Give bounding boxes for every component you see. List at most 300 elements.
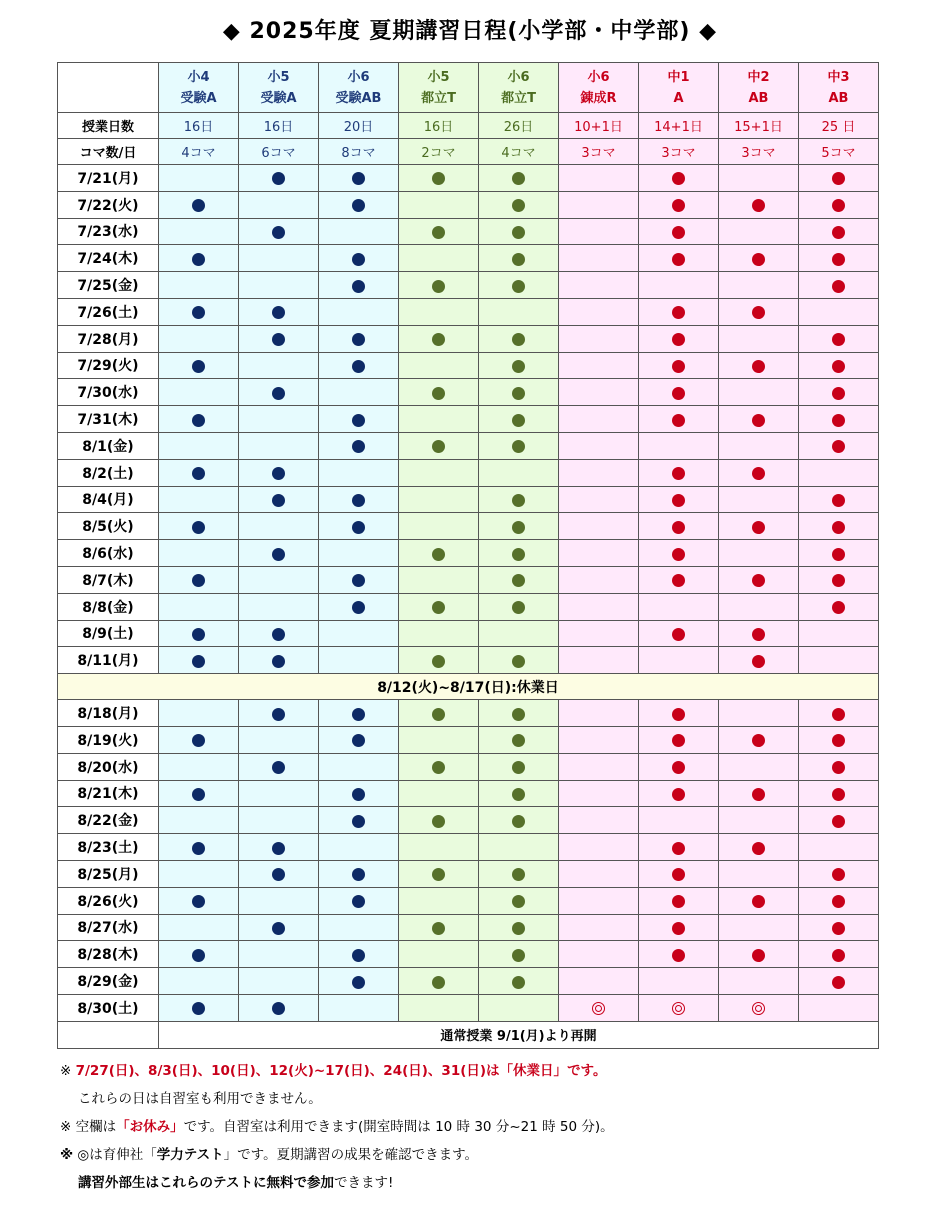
schedule-cell xyxy=(479,914,559,941)
schedule-cell xyxy=(319,593,399,620)
class-day-dot-icon xyxy=(512,708,525,721)
schedule-cell xyxy=(719,887,799,914)
info-value: 4コマ xyxy=(181,146,216,161)
column-grade: 小4 xyxy=(187,69,210,85)
class-day-dot-icon xyxy=(192,1002,205,1015)
schedule-cell xyxy=(799,406,879,433)
schedule-cell xyxy=(399,726,479,753)
schedule-row xyxy=(58,379,879,406)
class-day-dot-icon xyxy=(352,521,365,534)
column-header xyxy=(239,63,319,113)
schedule-cell xyxy=(319,352,399,379)
note-4-bold: 講習外部生はこれらのテストに無料で参加 xyxy=(78,1175,334,1191)
info-value: 5コマ xyxy=(821,146,856,161)
schedule-cell xyxy=(399,807,479,834)
class-day-dot-icon xyxy=(832,574,845,587)
schedule-cell xyxy=(479,379,559,406)
schedule-cell xyxy=(239,513,319,540)
class-day-dot-icon xyxy=(752,655,765,668)
schedule-row xyxy=(58,914,879,941)
schedule-cell xyxy=(639,620,719,647)
schedule-row xyxy=(58,726,879,753)
schedule-cell xyxy=(159,914,239,941)
date-cell xyxy=(58,218,159,245)
date-cell xyxy=(58,968,159,995)
schedule-cell xyxy=(559,513,639,540)
date-text: 8/9(土) xyxy=(82,626,134,643)
info-cell xyxy=(799,139,879,165)
schedule-cell xyxy=(559,968,639,995)
schedule-cell xyxy=(719,780,799,807)
date-cell xyxy=(58,432,159,459)
info-cell xyxy=(239,113,319,139)
class-day-dot-icon xyxy=(672,387,685,400)
schedule-cell xyxy=(799,647,879,674)
class-day-dot-icon xyxy=(672,628,685,641)
class-day-dot-icon xyxy=(192,574,205,587)
info-value: 16日 xyxy=(423,120,454,135)
schedule-cell xyxy=(719,298,799,325)
class-day-dot-icon xyxy=(672,949,685,962)
schedule-cell xyxy=(719,379,799,406)
class-day-dot-icon xyxy=(672,333,685,346)
info-value: 14+1日 xyxy=(654,120,703,135)
schedule-row xyxy=(58,593,879,620)
class-day-dot-icon xyxy=(752,199,765,212)
date-cell xyxy=(58,700,159,727)
schedule-cell xyxy=(319,753,399,780)
class-day-dot-icon xyxy=(192,949,205,962)
schedule-cell xyxy=(799,379,879,406)
schedule-cell xyxy=(319,298,399,325)
schedule-cell xyxy=(479,834,559,861)
date-text: 8/6(水) xyxy=(82,546,134,563)
class-day-dot-icon xyxy=(352,494,365,507)
schedule-cell xyxy=(239,406,319,433)
date-cell xyxy=(58,459,159,486)
class-day-dot-icon xyxy=(512,788,525,801)
schedule-cell xyxy=(639,459,719,486)
schedule-cell xyxy=(239,780,319,807)
schedule-cell xyxy=(239,994,319,1021)
class-day-dot-icon xyxy=(352,414,365,427)
schedule-cell xyxy=(479,245,559,272)
schedule-cell xyxy=(319,245,399,272)
info-value: 3コマ xyxy=(581,146,616,161)
class-day-dot-icon xyxy=(432,226,445,239)
class-day-dot-icon xyxy=(832,440,845,453)
class-day-dot-icon xyxy=(352,199,365,212)
class-day-dot-icon xyxy=(672,788,685,801)
schedule-cell xyxy=(799,914,879,941)
schedule-cell xyxy=(159,807,239,834)
class-day-dot-icon xyxy=(352,172,365,185)
class-day-dot-icon xyxy=(512,387,525,400)
date-text: 8/11(月) xyxy=(77,653,139,670)
class-day-dot-icon xyxy=(432,655,445,668)
test-double-circle-icon xyxy=(592,1002,605,1015)
schedule-cell xyxy=(719,753,799,780)
date-text: 8/1(金) xyxy=(82,438,134,455)
schedule-cell xyxy=(559,379,639,406)
info-value: 6コマ xyxy=(261,146,296,161)
resume-cell xyxy=(159,1021,879,1048)
schedule-row xyxy=(58,620,879,647)
schedule-cell xyxy=(559,700,639,727)
schedule-cell xyxy=(559,218,639,245)
row-label xyxy=(58,139,159,165)
info-cell xyxy=(559,113,639,139)
schedule-cell xyxy=(639,994,719,1021)
schedule-cell xyxy=(319,647,399,674)
column-course: AB xyxy=(828,90,849,106)
column-header xyxy=(639,63,719,113)
schedule-cell xyxy=(159,700,239,727)
header-row xyxy=(58,63,879,113)
class-day-dot-icon xyxy=(752,842,765,855)
column-header xyxy=(479,63,559,113)
schedule-cell xyxy=(479,406,559,433)
class-day-dot-icon xyxy=(272,494,285,507)
class-day-dot-icon xyxy=(512,253,525,266)
schedule-cell xyxy=(479,700,559,727)
schedule-row xyxy=(58,191,879,218)
schedule-cell xyxy=(399,191,479,218)
info-cell xyxy=(719,113,799,139)
schedule-cell xyxy=(719,486,799,513)
class-day-dot-icon xyxy=(832,548,845,561)
schedule-cell xyxy=(719,165,799,192)
class-day-dot-icon xyxy=(272,333,285,346)
class-day-dot-icon xyxy=(832,601,845,614)
schedule-cell xyxy=(479,994,559,1021)
schedule-cell xyxy=(239,807,319,834)
class-day-dot-icon xyxy=(752,253,765,266)
schedule-cell xyxy=(719,994,799,1021)
info-cell xyxy=(719,139,799,165)
schedule-cell xyxy=(159,620,239,647)
schedule-cell xyxy=(559,834,639,861)
note-3-bold: 学力テスト xyxy=(156,1147,224,1163)
class-day-dot-icon xyxy=(272,922,285,935)
info-value: 26日 xyxy=(503,120,534,135)
class-day-dot-icon xyxy=(352,895,365,908)
column-course: AB xyxy=(748,90,769,106)
schedule-cell xyxy=(799,513,879,540)
column-course: A xyxy=(673,90,684,106)
schedule-cell xyxy=(559,191,639,218)
column-course: 都立T xyxy=(421,90,456,106)
date-cell xyxy=(58,566,159,593)
class-day-dot-icon xyxy=(512,280,525,293)
schedule-cell xyxy=(559,406,639,433)
schedule-cell xyxy=(799,566,879,593)
column-grade: 小5 xyxy=(267,69,290,85)
class-day-dot-icon xyxy=(432,868,445,881)
schedule-cell xyxy=(159,968,239,995)
info-cell xyxy=(479,113,559,139)
schedule-cell xyxy=(239,700,319,727)
schedule-cell xyxy=(319,887,399,914)
schedule-cell xyxy=(239,298,319,325)
schedule-cell xyxy=(799,753,879,780)
date-cell xyxy=(58,941,159,968)
schedule-cell xyxy=(559,941,639,968)
schedule-cell xyxy=(719,191,799,218)
schedule-cell xyxy=(719,941,799,968)
schedule-cell xyxy=(479,165,559,192)
schedule-cell xyxy=(239,566,319,593)
date-cell xyxy=(58,406,159,433)
note-mark: ※ xyxy=(60,1147,74,1163)
date-text: 7/24(木) xyxy=(77,251,139,268)
schedule-cell xyxy=(639,834,719,861)
schedule-cell xyxy=(799,352,879,379)
schedule-cell xyxy=(159,245,239,272)
schedule-cell xyxy=(319,165,399,192)
info-value: 20日 xyxy=(343,120,374,135)
schedule-cell xyxy=(159,994,239,1021)
schedule-cell xyxy=(559,245,639,272)
class-day-dot-icon xyxy=(432,815,445,828)
schedule-cell xyxy=(719,834,799,861)
schedule-cell xyxy=(399,914,479,941)
schedule-cell xyxy=(559,620,639,647)
date-cell xyxy=(58,620,159,647)
schedule-cell xyxy=(799,620,879,647)
schedule-cell xyxy=(479,593,559,620)
class-day-dot-icon xyxy=(432,280,445,293)
class-day-dot-icon xyxy=(752,574,765,587)
info-value: 25 日 xyxy=(821,120,856,135)
schedule-cell xyxy=(799,968,879,995)
schedule-cell xyxy=(719,513,799,540)
schedule-cell xyxy=(159,860,239,887)
row-label-text: コマ数/日 xyxy=(79,146,137,161)
schedule-cell xyxy=(239,245,319,272)
note-mark: ※ xyxy=(60,1063,72,1079)
schedule-cell xyxy=(319,914,399,941)
class-day-dot-icon xyxy=(432,172,445,185)
class-day-dot-icon xyxy=(512,895,525,908)
schedule-cell xyxy=(239,272,319,299)
schedule-cell xyxy=(159,218,239,245)
class-day-dot-icon xyxy=(352,574,365,587)
schedule-row xyxy=(58,968,879,995)
class-day-dot-icon xyxy=(272,226,285,239)
schedule-row xyxy=(58,325,879,352)
class-day-dot-icon xyxy=(672,226,685,239)
schedule-cell xyxy=(639,513,719,540)
schedule-cell xyxy=(799,486,879,513)
note-1-holidays: 7/27(日)、8/3(日)、10(日)、12(火)~17(日)、24(日)、31(日)は「休業日」 xyxy=(75,1063,568,1079)
schedule-cell xyxy=(559,780,639,807)
info-cell xyxy=(319,139,399,165)
column-grade: 中3 xyxy=(827,69,850,85)
info-value: 4コマ xyxy=(501,146,536,161)
schedule-row xyxy=(58,298,879,325)
class-day-dot-icon xyxy=(832,761,845,774)
class-day-dot-icon xyxy=(512,333,525,346)
schedule-cell xyxy=(239,459,319,486)
schedule-cell xyxy=(239,620,319,647)
column-header xyxy=(399,63,479,113)
schedule-cell xyxy=(719,620,799,647)
schedule-cell xyxy=(639,968,719,995)
schedule-cell xyxy=(479,272,559,299)
class-day-dot-icon xyxy=(752,788,765,801)
date-text: 8/4(月) xyxy=(82,492,134,509)
class-day-dot-icon xyxy=(352,788,365,801)
date-text: 8/5(火) xyxy=(82,519,134,536)
schedule-cell xyxy=(719,459,799,486)
class-day-dot-icon xyxy=(272,761,285,774)
schedule-cell xyxy=(799,459,879,486)
schedule-cell xyxy=(639,860,719,887)
class-day-dot-icon xyxy=(352,360,365,373)
class-day-dot-icon xyxy=(752,360,765,373)
note-1-tail: です。 xyxy=(567,1063,607,1079)
schedule-cell xyxy=(159,566,239,593)
class-day-dot-icon xyxy=(272,868,285,881)
schedule-cell xyxy=(639,432,719,459)
class-day-dot-icon xyxy=(192,199,205,212)
schedule-cell xyxy=(239,860,319,887)
schedule-cell xyxy=(479,647,559,674)
class-day-dot-icon xyxy=(832,734,845,747)
schedule-cell xyxy=(479,726,559,753)
class-day-dot-icon xyxy=(752,414,765,427)
date-text: 8/19(火) xyxy=(77,732,139,749)
class-day-dot-icon xyxy=(672,467,685,480)
class-day-dot-icon xyxy=(272,306,285,319)
class-day-dot-icon xyxy=(512,494,525,507)
class-day-dot-icon xyxy=(672,548,685,561)
schedule-cell xyxy=(399,406,479,433)
schedule-row xyxy=(58,245,879,272)
schedule-cell xyxy=(639,941,719,968)
schedule-row xyxy=(58,486,879,513)
info-cell xyxy=(319,113,399,139)
class-day-dot-icon xyxy=(672,574,685,587)
date-cell xyxy=(58,887,159,914)
class-day-dot-icon xyxy=(432,708,445,721)
class-day-dot-icon xyxy=(672,842,685,855)
schedule-cell xyxy=(399,753,479,780)
schedule-row xyxy=(58,807,879,834)
schedule-cell xyxy=(799,780,879,807)
schedule-cell xyxy=(639,780,719,807)
schedule-cell xyxy=(399,834,479,861)
schedule-cell xyxy=(239,218,319,245)
schedule-row xyxy=(58,700,879,727)
class-day-dot-icon xyxy=(272,467,285,480)
schedule-cell xyxy=(319,459,399,486)
schedule-cell xyxy=(159,298,239,325)
schedule-cell xyxy=(559,459,639,486)
class-day-dot-icon xyxy=(832,333,845,346)
schedule-cell xyxy=(799,994,879,1021)
class-day-dot-icon xyxy=(672,895,685,908)
class-day-dot-icon xyxy=(192,734,205,747)
schedule-cell xyxy=(399,513,479,540)
class-day-dot-icon xyxy=(752,467,765,480)
schedule-cell xyxy=(159,647,239,674)
class-day-dot-icon xyxy=(832,280,845,293)
schedule-cell xyxy=(799,834,879,861)
schedule-cell xyxy=(719,432,799,459)
class-day-dot-icon xyxy=(832,414,845,427)
class-day-dot-icon xyxy=(192,253,205,266)
schedule-cell xyxy=(719,218,799,245)
info-cell xyxy=(639,139,719,165)
date-cell xyxy=(58,780,159,807)
class-day-dot-icon xyxy=(432,440,445,453)
class-day-dot-icon xyxy=(672,199,685,212)
schedule-cell xyxy=(239,540,319,567)
schedule-cell xyxy=(159,540,239,567)
schedule-row xyxy=(58,272,879,299)
date-cell xyxy=(58,165,159,192)
class-day-dot-icon xyxy=(192,788,205,801)
info-cell xyxy=(399,139,479,165)
note-4 xyxy=(60,1169,920,1197)
date-cell xyxy=(58,245,159,272)
schedule-cell xyxy=(799,860,879,887)
class-day-dot-icon xyxy=(512,521,525,534)
schedule-cell xyxy=(319,968,399,995)
info-value: 2コマ xyxy=(421,146,456,161)
schedule-cell xyxy=(159,513,239,540)
schedule-cell xyxy=(479,566,559,593)
date-cell xyxy=(58,647,159,674)
column-header xyxy=(559,63,639,113)
page-title: ◆ 2025年度 夏期講習日程(小学部・中学部) ◆ xyxy=(222,19,718,44)
schedule-cell xyxy=(399,325,479,352)
class-day-dot-icon xyxy=(752,949,765,962)
schedule-cell xyxy=(559,887,639,914)
schedule-cell xyxy=(239,325,319,352)
info-value: 8コマ xyxy=(341,146,376,161)
schedule-cell xyxy=(239,834,319,861)
class-day-dot-icon xyxy=(432,548,445,561)
schedule-cell xyxy=(719,647,799,674)
schedule-cell xyxy=(159,352,239,379)
schedule-cell xyxy=(239,887,319,914)
schedule-cell xyxy=(639,165,719,192)
schedule-cell xyxy=(399,459,479,486)
schedule-row xyxy=(58,432,879,459)
class-day-dot-icon xyxy=(272,628,285,641)
schedule-cell xyxy=(399,218,479,245)
schedule-cell xyxy=(159,325,239,352)
note-2 xyxy=(60,1113,920,1141)
schedule-cell xyxy=(159,459,239,486)
schedule-row xyxy=(58,941,879,968)
schedule-cell xyxy=(479,459,559,486)
schedule-row xyxy=(58,994,879,1021)
schedule-cell xyxy=(479,968,559,995)
date-cell xyxy=(58,834,159,861)
koma-row xyxy=(58,139,879,165)
column-grade: 小6 xyxy=(587,69,610,85)
resume-row xyxy=(58,1021,879,1048)
schedule-cell xyxy=(399,566,479,593)
schedule-row xyxy=(58,780,879,807)
date-text: 8/29(金) xyxy=(77,974,139,990)
schedule-cell xyxy=(799,272,879,299)
schedule-cell xyxy=(319,406,399,433)
